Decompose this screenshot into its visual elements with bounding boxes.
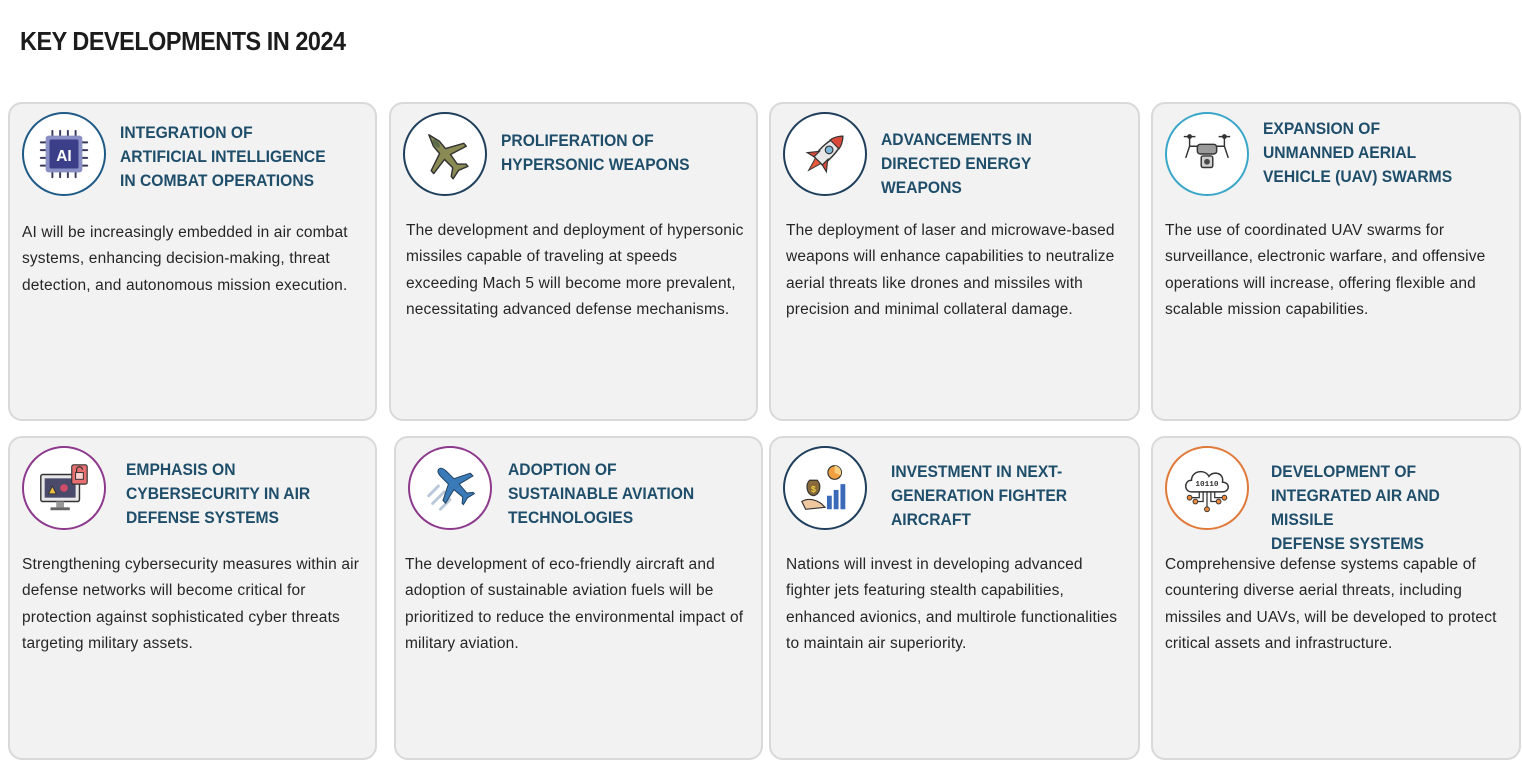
card-hypersonic-weapons (389, 102, 758, 421)
ai-chip-icon (35, 125, 93, 183)
investment-icon (796, 459, 854, 517)
card-ai-integration (8, 102, 377, 421)
airplane-icon (421, 459, 479, 517)
card-title: DEVELOPMENT OF INTEGRATED AIR AND MISSILE DEFENSE SYSTEMS (1271, 462, 1440, 553)
card-body: The development of eco-friendly aircraft and adoption of sustainable aviation fuels will be prioritized to reduce the environmental impact of military aviation. (405, 556, 744, 652)
card-body: AI will be increasingly embedded in air combat systems, enhancing decision-making, threat detection, and autonomous mission execution. (22, 224, 348, 294)
card-uav-swarms (1151, 102, 1521, 421)
fighter-jet-icon (416, 125, 474, 183)
card-title: INTEGRATION OF ARTIFICIAL INTELLIGENCE IN COMBAT OPERATIONS (120, 123, 326, 190)
cybersecurity-icon (35, 459, 93, 517)
icon-badge (783, 446, 867, 530)
svg-text:$: $ (810, 483, 816, 494)
svg-text:10110: 10110 (1195, 481, 1219, 490)
card-title: EXPANSION OF UNMANNED AERIAL VEHICLE (UAV) SWARMS (1263, 119, 1453, 186)
card-title: INVESTMENT IN NEXT- GENERATION FIGHTER AIRCRAFT (891, 462, 1068, 529)
icon-badge (403, 112, 487, 196)
card-directed-energy (769, 102, 1140, 421)
card-title: PROLIFERATION OF HYPERSONIC WEAPONS (501, 131, 690, 174)
card-integrated-defense (1151, 436, 1521, 760)
icon-badge (408, 446, 492, 530)
card-sustainable-aviation (394, 436, 763, 760)
card-body: Nations will invest in developing advanced fighter jets featuring stealth capabilities, enhanced avionics, and multirole functionalities to maintain air superiority. (786, 556, 1118, 652)
drone-icon (1178, 125, 1236, 183)
svg-text:AI: AI (56, 147, 72, 165)
card-title: ADOPTION OF SUSTAINABLE AVIATION TECHNOLOGIES (508, 460, 695, 527)
card-body: The development and deployment of hypersonic missiles capable of traveling at speeds exceeding Mach 5 will become more prevalent, necessitating advanced defense mechanisms. (406, 222, 744, 318)
card-body: Comprehensive defense systems capable of countering diverse aerial threats, including missiles and UAVs, will be developed to protect critical assets and infrastructure. (1165, 556, 1497, 652)
card-title: ADVANCEMENTS IN DIRECTED ENERGY WEAPONS (881, 130, 1032, 197)
card-cybersecurity (8, 436, 377, 760)
card-body: The use of coordinated UAV swarms for surveillance, electronic warfare, and offensive operations will increase, offering flexible and scalable mission capabilities. (1165, 222, 1486, 318)
card-next-gen-fighter (769, 436, 1140, 760)
icon-badge (783, 112, 867, 196)
icon-badge (1165, 112, 1249, 196)
rocket-icon (796, 125, 854, 183)
icon-badge (1165, 446, 1249, 530)
card-title: EMPHASIS ON CYBERSECURITY IN AIR DEFENSE SYSTEMS (126, 460, 311, 527)
cloud-network-icon (1178, 459, 1236, 517)
icon-badge (22, 446, 106, 530)
page-title: KEY DEVELOPMENTS IN 2024 (20, 26, 346, 56)
icon-badge (22, 112, 106, 196)
card-body: Strengthening cybersecurity measures within air defense networks will become critical for protection against sophisticated cyber threats targeting military assets. (22, 556, 360, 652)
card-body: The deployment of laser and microwave-based weapons will enhance capabilities to neutralize aerial threats like drones and missiles with precision and minimal collateral damage. (786, 222, 1115, 318)
